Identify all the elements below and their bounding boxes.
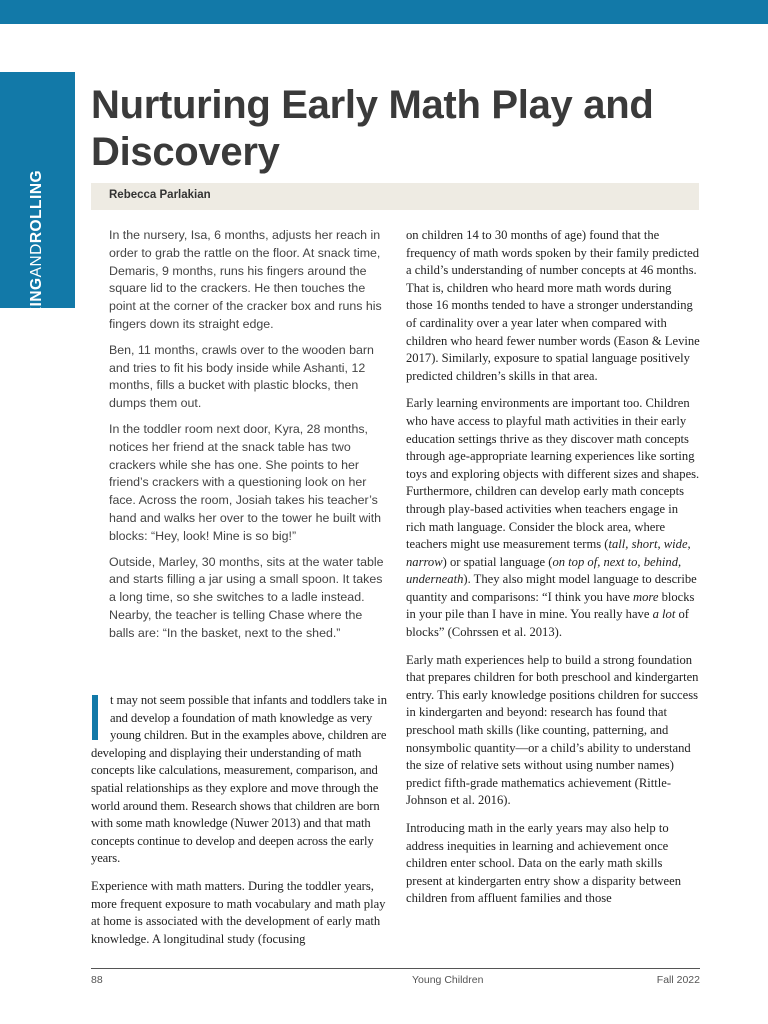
- drop-cap-bar: [92, 695, 98, 740]
- section-tab: [0, 72, 75, 355]
- footer-divider: [91, 968, 700, 969]
- body-column-right: [406, 227, 700, 918]
- page-number: 88: [91, 974, 103, 986]
- body-paragraph: Early learning environments are important too. Children who have access to playful math activities in their early education settings thrive as they discover math concepts through age-appropriate learning experiences like sorting toys and exploring objects with different sizes and shapes. Furthermore, children can develop early math concepts through play-based activities when teachers engage in rich math language. Consider the block area, where teachers might use measurement terms (tall, short, wide, narrow) or spatial language (on top of, next to, behind, underneath). They also might model language to describe quantity and comparisons: “I think you have more blocks in your pile than I have in mine. You really have a lot of blocks” (Cohrssen et al. 2013).: [406, 396, 700, 640]
- vignette-paragraph: Ben, 11 months, crawls over to the wooden barn and tries to fit his body inside while Ashanti, 12 months, fills a bucket with plastic blocks, then dumps them out.: [109, 342, 374, 411]
- byline-bar: [91, 183, 699, 210]
- top-color-bar: [0, 0, 768, 24]
- body-paragraph: Introducing math in the early years may also help to address inequities in learning and achievement once children enter school. Data on the early math skills present at kindergarten entry show a disparity between children from affluent families and those: [406, 821, 681, 906]
- body-paragraph: Early math experiences help to build a strong foundation that prepares children for both preschool and kindergarten entry. This early knowledge positions children for success in kindergarten and beyond: research has found that preschool math skills (like counting, patterning, and nonsymbolic quantity—or a child’s ability to understand the size of relative sets without using number names) predict fifth-grade mathematics achievement (Rittle-Johnson et al. 2016).: [406, 652, 699, 808]
- vignettes-column: [109, 227, 387, 651]
- author-name: Rebecca Parlakian: [109, 189, 211, 201]
- section-tab-label: ROCKINGANDROLLING: [28, 169, 45, 355]
- vignette-paragraph: Outside, Marley, 30 months, sits at the water table and starts filling a jar using a small spoon. It takes a long time, so she switches to a ladle instead. Nearby, the teacher is telling Chase where the balls are: “In the basket, next to the shed.”: [109, 554, 384, 640]
- publication-name: Young Children: [412, 974, 484, 986]
- body-paragraph: Experience with math matters. During the toddler years, more frequent exposure to math vocabulary and math play at home is associated with the development of early math knowledge. A longitudinal study (focusing: [91, 878, 386, 946]
- issue-date: Fall 2022: [656, 974, 700, 986]
- body-column-left: [91, 692, 387, 958]
- intro-paragraph: t may not seem possible that infants and toddlers take in and develop a foundation of math knowledge as very young children. But in the examples above, children are developing and displaying their understanding of math concepts like calculations, measurement, comparison, and spatial relationships as they explore and move through the world around them. Research shows that children are born with some math knowledge (Nuwer 2013) and that math concepts continue to develop and deepen across the early years.: [91, 693, 387, 866]
- body-paragraph: on children 14 to 30 months of age) found that the frequency of math words spoken by their family predicted a child’s understanding of number concepts at 46 months. That is, children who heard more math words during those 16 months tended to have a stronger understanding of cardinality over a year later when compared with children who heard fewer number words (Eason & Levine 2017). Similarly, exposure to spatial language positively predicted children’s skills in that area.: [406, 228, 700, 383]
- article-title: Nurturing Early Math Play and Discovery: [91, 83, 654, 174]
- vignette-paragraph: In the nursery, Isa, 6 months, adjusts her reach in order to grab the rattle on the floor. At snack time, Demaris, 9 months, runs his fingers around the square lid to the crackers. He then touches the point at the corner of the cracker box and runs his fingers down its straight edge.: [109, 228, 382, 331]
- vignette-paragraph: In the toddler room next door, Kyra, 28 months, notices her friend at the snack table has two crackers while she has one. She points to her friend’s crackers with a questioning look on her face. Across the room, Josiah takes his teacher’s hand and walks her over to the tower he built with blocks: “Hey, look! Mine is so big!”: [109, 421, 382, 543]
